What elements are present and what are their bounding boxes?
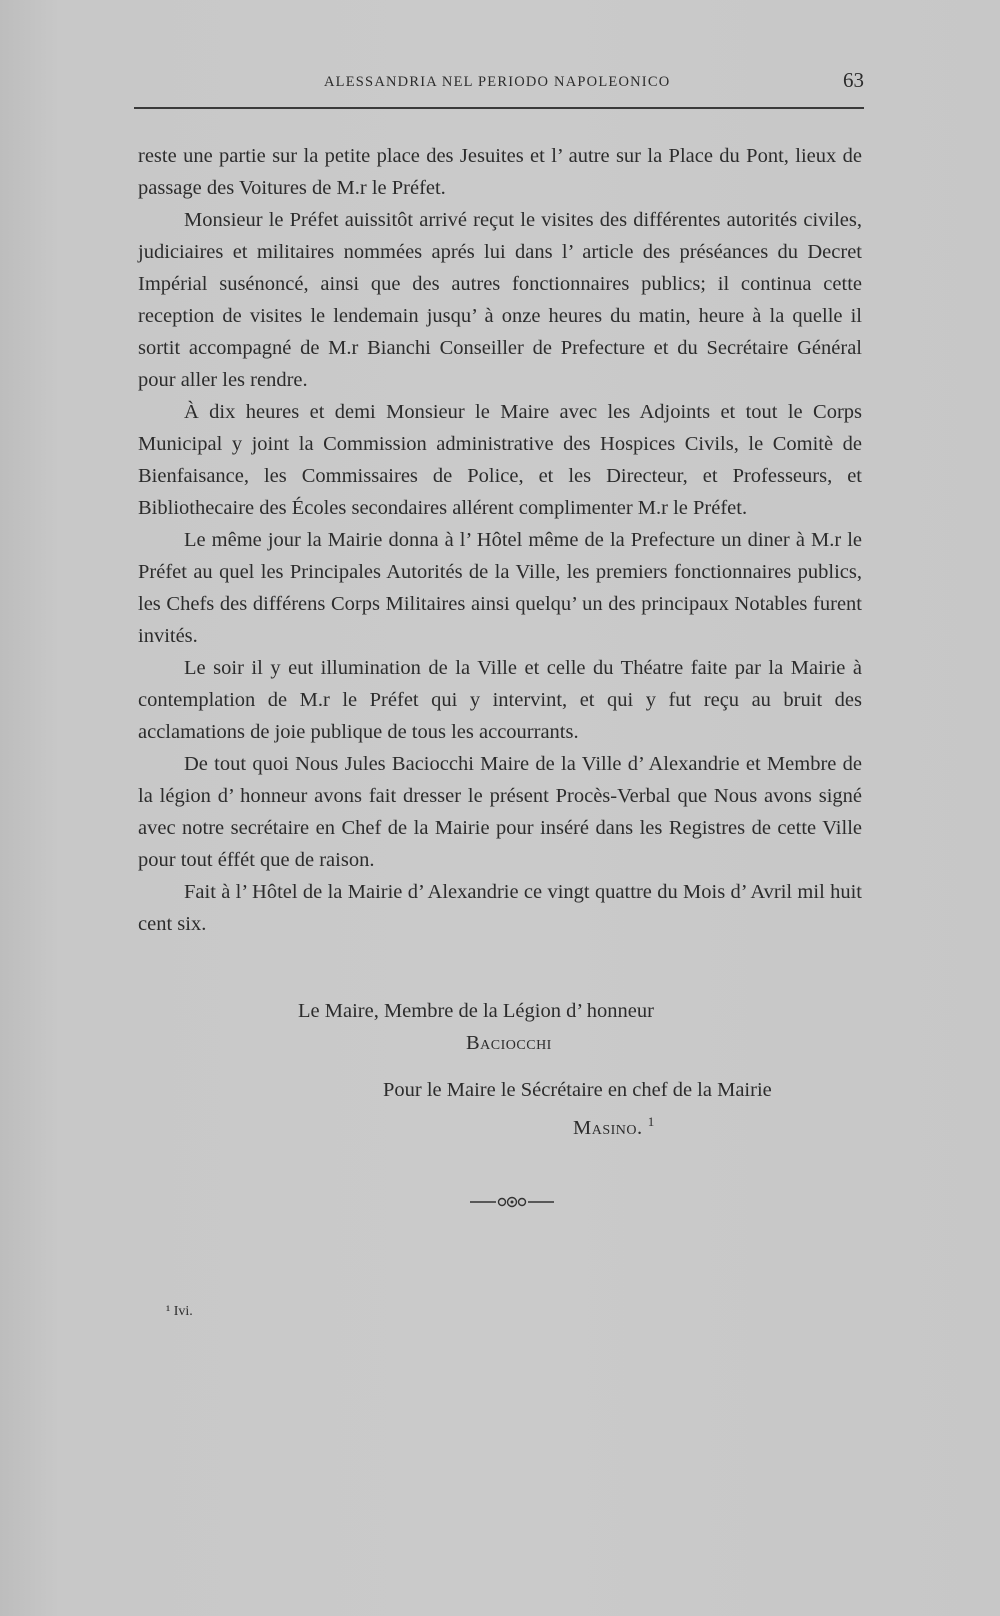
paragraph: À dix heures et demi Monsieur le Maire avec les Adjoints et tout le Corps Municipal y joint la Commission administrative des Hospices Civils, le Comitè de Bienfaisance, les Commissaires de Police, et les Directeur, et Professeurs, et Bibliothecaire des Écoles secondaires allérent complimenter M.r le Préfet. — [138, 401, 862, 519]
paragraph: Le même jour la Mairie donna à l’ Hôtel même de la Prefecture un diner à M.r le Préfet au quel les Principales Autorités de la Ville, les premiers fonctionnaires publics, les Chefs des différens Corps Militaires ainsi quelqu’ un des principaux Notables furent invités. — [138, 529, 862, 647]
secretary-name: Masino. — [573, 1116, 643, 1139]
footnote-mark: 1 — [647, 1114, 655, 1129]
footnote: ¹ Ivi. — [166, 1304, 193, 1319]
signature-name-secretary — [573, 1106, 654, 1144]
signature-name-mayor: Baciocchi — [466, 1032, 552, 1054]
body-text — [138, 140, 862, 940]
page-header — [134, 64, 864, 90]
header-rule — [134, 107, 864, 109]
page-number: 63 — [843, 68, 864, 92]
running-title: ALESSANDRIA NEL PERIODO NAPOLEONICO — [324, 74, 671, 90]
paragraph: Le soir il y eut illumination de la Ville et celle du Théatre faite par la Mairie à contemplation de M.r le Préfet qui y intervint, et qui y fut reçu au bruit des acclamations de joie publique de tous les accourrants. — [138, 657, 862, 743]
paragraph: Fait à l’ Hôtel de la Mairie d’ Alexandrie ce vingt quattre du Mois d’ Avril mil huit cent six. — [138, 881, 862, 935]
paragraph: Monsieur le Préfet auissitôt arrivé reçut le visites des différentes autorités civiles, judiciaires et militaires nommées aprés lui dans l’ article des préséances du Decret Impérial susénoncé, ainsi que des autres fonctionnaires publics; il continua cette reception de visites le lendemain jusqu’ à onze heures du matin, heure à la quelle il sortit accompagné de M.r Bianchi Conseiller de Prefecture et du Secrétaire Général pour aller les rendre. — [138, 209, 862, 391]
ornament-divider-icon — [470, 1195, 554, 1209]
paragraph: reste une partie sur la petite place des Jesuites et l’ autre sur la Place du Pont, lieux de passage des Voitures de M.r le Préfet. — [138, 145, 862, 199]
paragraph: De tout quoi Nous Jules Baciocchi Maire de la Ville d’ Alexandrie et Membre de la légion d’ honneur avons fait dresser le présent Procès-Verbal que Nous avons signé avec notre secrétaire en Chef de la Mairie pour inséré dans les Registres de cette Ville pour tout éffét que de raison. — [138, 753, 862, 871]
signature-line-secretary: Pour le Maire le Sécrétaire en chef de la Mairie — [383, 1079, 772, 1101]
signature-line-mayor: Le Maire, Membre de la Légion d’ honneur — [298, 1000, 654, 1022]
